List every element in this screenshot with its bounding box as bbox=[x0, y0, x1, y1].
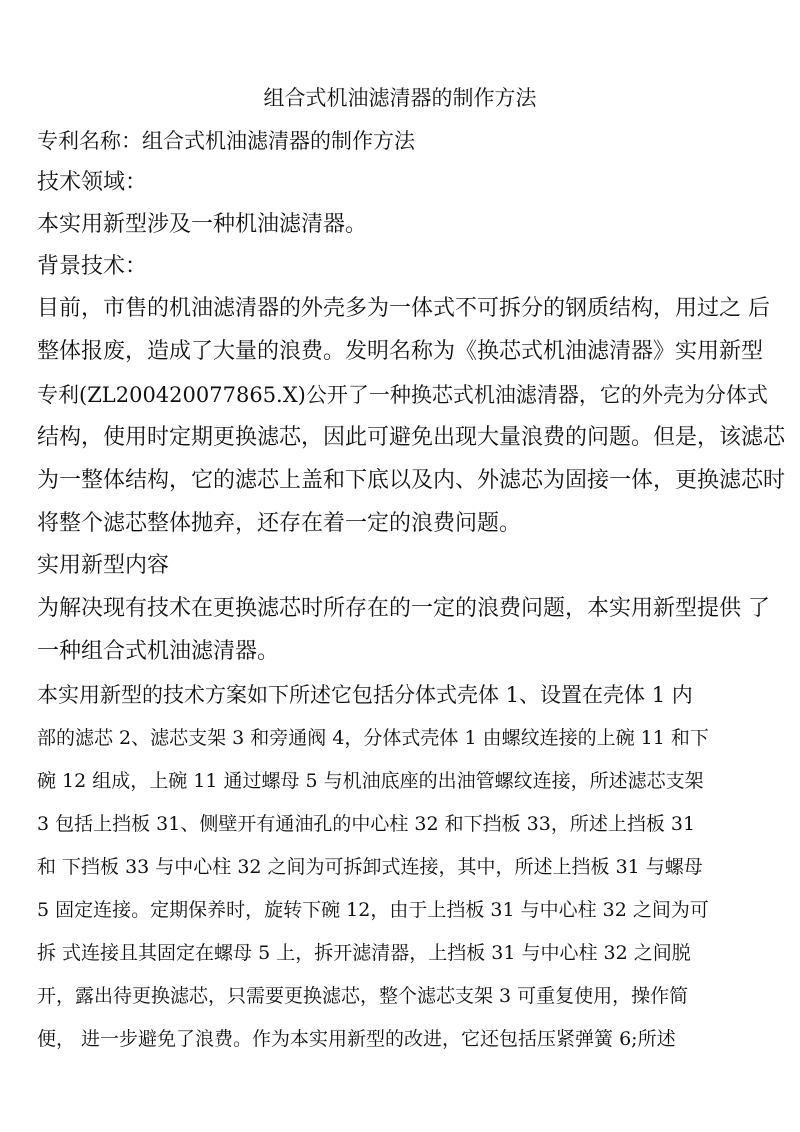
solution-line-5: 和 下挡板 33 与中心柱 32 之间为可拆卸式连接，其中，所述上挡板 31 与螺母 bbox=[37, 856, 703, 878]
solution-line-4: 3 包括上挡板 31、侧壁开有通油孔的中心柱 32 和下挡板 33，所述上挡板 31 bbox=[37, 813, 696, 835]
background-line-2: 整体报废，造成了大量的浪费。发明名称为《换芯式机油滤清器》实用新型 bbox=[37, 339, 764, 364]
patent-name-line: 专利名称：组合式机油滤清器的制作方法 bbox=[37, 129, 415, 153]
solution-line-9: 便， 进一步避免了浪费。作为本实用新型的改进，它还包括压紧弹簧 6;所述 bbox=[37, 1028, 676, 1050]
solution-line-3: 碗 12 组成，上碗 11 通过螺母 5 与机油底座的出油管螺纹连接，所述滤芯支架 bbox=[37, 770, 704, 792]
background-line-6: 将整个滤芯整体抛弃，还存在着一定的浪费问题。 bbox=[37, 511, 522, 536]
background-line-1: 目前，市售的机油滤清器的外壳多为一体式不可拆分的钢质结构，用过之 后 bbox=[37, 296, 770, 321]
content-line-1: 为解决现有技术在更换滤芯时所存在的一定的浪费问题，本实用新型提供 了 bbox=[37, 596, 770, 621]
solution-line-8: 开，露出待更换滤芯，只需要更换滤芯，整个滤芯支架 3 可重复使用，操作简 bbox=[37, 985, 689, 1007]
document-title: 组合式机油滤清器的制作方法 bbox=[263, 86, 537, 110]
section-heading-technical-field: 技术领域： bbox=[37, 170, 148, 195]
section-heading-background: 背景技术： bbox=[37, 254, 148, 279]
content-line-2: 一种组合式机油滤清器。 bbox=[37, 639, 280, 664]
background-line-3: 专利(ZL200420077865.X)公开了一种换芯式机油滤清器，它的外壳为分体式 bbox=[37, 383, 768, 407]
solution-line-2: 部的滤芯 2、滤芯支架 3 和旁通阀 4，分体式壳体 1 由螺纹连接的上碗 11 和下 bbox=[37, 727, 709, 749]
solution-line-6: 5 固定连接。定期保养时，旋转下碗 12，由于上挡板 31 与中心柱 32 之间为可 bbox=[37, 899, 709, 921]
solution-line-1: 本实用新型的技术方案如下所述它包括分体式壳体 1、设置在壳体 1 内 bbox=[37, 683, 693, 707]
section-heading-content: 实用新型内容 bbox=[37, 553, 170, 578]
background-line-4: 结构，使用时定期更换滤芯，因此可避免出现大量浪费的问题。但是，该滤芯 bbox=[37, 425, 786, 450]
technical-field-text: 本实用新型涉及一种机油滤清器。 bbox=[37, 212, 368, 237]
background-line-5: 为一整体结构，它的滤芯上盖和下底以及内、外滤芯为固接一体，更换滤芯时 bbox=[37, 468, 786, 493]
solution-line-7: 拆 式连接且其固定在螺母 5 上，拆开滤清器，上挡板 31 与中心柱 32 之间脱 bbox=[37, 942, 691, 964]
